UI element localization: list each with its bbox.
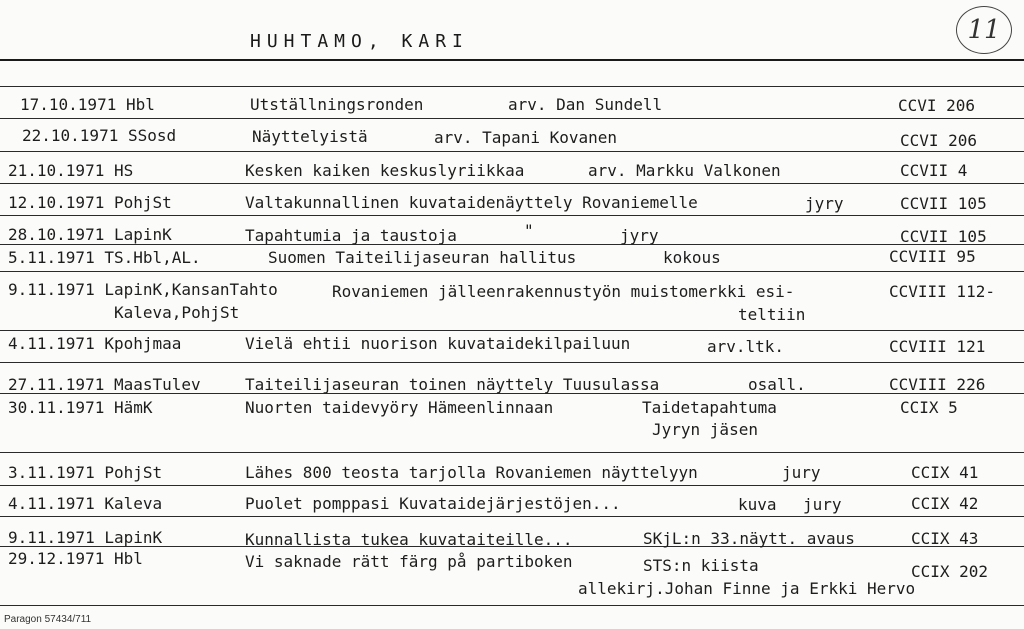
entry-date: 5.11.1971 TS.Hbl,AL.: [8, 248, 201, 267]
entry-title: Rovaniemen jälleenrakennustyön muistomerkki esi-: [332, 282, 795, 301]
entry-ref: CCVII 4: [900, 161, 968, 180]
entry-date: 17.10.1971 Hbl: [20, 95, 155, 114]
entry-date: 9.11.1971 LapinK: [8, 528, 163, 547]
entry-date: 3.11.1971 PohjSt: [8, 463, 163, 482]
entry-date: 29.12.1971 Hbl: [8, 549, 143, 568]
entry-ref: CCIX 202: [911, 562, 989, 581]
ruled-line: [0, 118, 1024, 119]
entry-note: kokous: [663, 248, 721, 267]
entry-note: arv. Dan Sundell: [508, 95, 663, 114]
entry-ref: CCVIII 121: [889, 337, 986, 356]
ditto-mark: ": [524, 221, 534, 240]
card-title: HUHTAMO, KARI: [250, 31, 469, 52]
entry-title: Suomen Taiteilijaseuran hallitus: [268, 248, 577, 267]
entry-date: 4.11.1971 Kpohjmaa: [8, 334, 182, 353]
entry-date: 21.10.1971 HS: [8, 161, 134, 180]
entry-date: 9.11.1971 LapinK,KansanTahto: [8, 280, 278, 299]
ruled-line: [0, 183, 1024, 184]
entry-date-continued: Kaleva,PohjSt: [114, 303, 240, 322]
entry-note-secondary: jury: [803, 495, 842, 514]
entry-note-continued: Jyryn jäsen: [652, 420, 758, 439]
ruled-line: [0, 452, 1024, 453]
entry-date: 4.11.1971 Kaleva: [8, 494, 163, 513]
entry-date: 27.11.1971 MaasTulev: [8, 375, 201, 394]
printer-imprint: Paragon 57434/711: [4, 614, 92, 625]
entry-title: Kunnallista tukea kuvataiteille...: [245, 530, 573, 549]
ruled-line: [0, 244, 1024, 245]
ruled-line: [0, 86, 1024, 87]
entry-title: Kesken kaiken keskuslyriikkaa: [245, 161, 525, 180]
entry-note: arv.ltk.: [707, 337, 785, 356]
entry-title: Nuorten taidevyöry Hämeenlinnaan: [245, 398, 554, 417]
entry-ref: CCIX 43: [911, 529, 979, 548]
entry-title: Valtakunnallinen kuvataidenäyttely Rovaniemelle: [245, 193, 698, 212]
entry-title: Vi saknade rätt färg på partiboken: [245, 552, 573, 571]
entry-ref: CCVII 105: [900, 194, 987, 213]
entry-title: Tapahtumia ja taustoja: [245, 226, 457, 245]
entry-note: jyry: [805, 194, 844, 213]
ruled-line: [0, 151, 1024, 152]
entry-date: 30.11.1971 HämK: [8, 398, 153, 417]
entry-note: SKjL:n 33.näytt. avaus: [643, 529, 855, 548]
page-number: 11: [956, 6, 1012, 54]
ruled-line: [0, 330, 1024, 331]
entry-ref: CCIX 41: [911, 463, 979, 482]
entry-title: Taiteilijaseuran toinen näyttely Tuusulassa: [245, 375, 660, 394]
ruled-line: [0, 516, 1024, 517]
entry-note: osall.: [748, 375, 806, 394]
entry-title: Puolet pomppasi Kuvataidejärjestöjen...: [245, 494, 621, 513]
entry-title: Utställningsronden: [250, 95, 424, 114]
entry-ref: CCVI 206: [900, 131, 978, 150]
entry-ref: CCVI 206: [898, 96, 976, 115]
entry-note: jury: [782, 463, 821, 482]
entry-date: 12.10.1971 PohjSt: [8, 193, 172, 212]
entry-ref: CCVIII 95: [889, 247, 976, 266]
entry-note-continued: allekirj.Johan Finne ja Erkki Hervo: [578, 579, 916, 598]
ruled-line: [0, 485, 1024, 486]
entry-note: STS:n kiista: [643, 556, 759, 575]
entry-ref: CCIX 42: [911, 494, 979, 513]
ruled-line: [0, 362, 1024, 363]
ruled-line: [0, 605, 1024, 606]
entry-note: kuva: [738, 495, 777, 514]
entry-title: Näyttelyistä: [252, 127, 368, 146]
ruled-line: [0, 271, 1024, 272]
entry-note: Taidetapahtuma: [642, 398, 777, 417]
entry-ref: CCVII 105: [900, 227, 987, 246]
entry-date: 28.10.1971 LapinK: [8, 225, 172, 244]
entry-title: Vielä ehtii nuorison kuvataidekilpailuun: [245, 334, 631, 353]
entry-title: Lähes 800 teosta tarjolla Rovaniemen näyttelyyn: [245, 463, 698, 482]
entry-note: arv. Markku Valkonen: [588, 161, 781, 180]
entry-ref: CCIX 5: [900, 398, 958, 417]
entry-ref: CCVIII 112-: [889, 282, 995, 301]
entry-note: arv. Tapani Kovanen: [434, 128, 618, 147]
entry-title-continued: teltiin: [738, 305, 806, 324]
entry-date: 22.10.1971 SSosd: [22, 126, 177, 145]
header-rule: [0, 59, 1024, 61]
entry-ref: CCVIII 226: [889, 375, 986, 394]
entry-note: jyry: [620, 226, 659, 245]
ruled-line: [0, 215, 1024, 216]
